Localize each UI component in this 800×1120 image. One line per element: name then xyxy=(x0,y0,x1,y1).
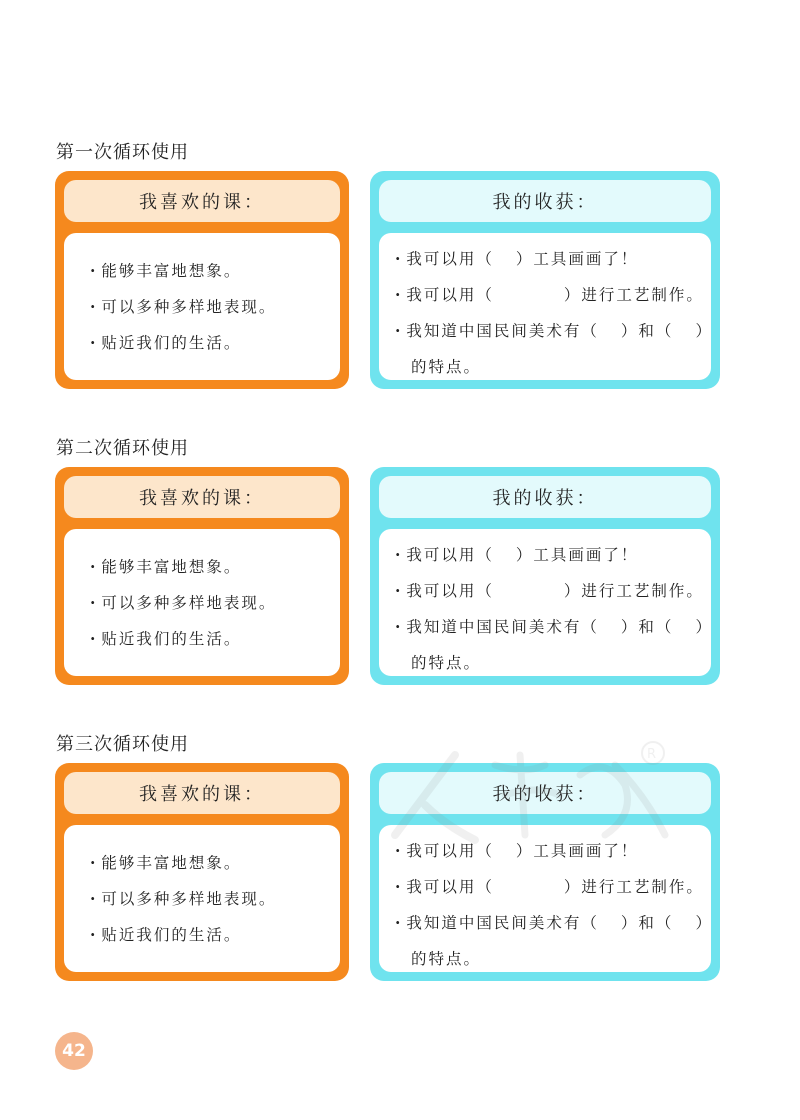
list-item: · 贴近我们的生活。 xyxy=(90,925,242,944)
card-header: 我的收获： xyxy=(379,772,711,814)
list-item: · 我知道中国民间美术有（ ）和（ ） xyxy=(395,321,713,340)
card-body xyxy=(64,529,340,676)
card-body xyxy=(379,529,711,676)
list-item: · 可以多种多样地表现。 xyxy=(90,889,277,908)
list-item: · 我知道中国民间美术有（ ）和（ ） xyxy=(395,913,713,932)
list-item: · 可以多种多样地表现。 xyxy=(90,593,277,612)
card-body xyxy=(64,825,340,972)
list-item: · 能够丰富地想象。 xyxy=(90,261,242,280)
card-header: 我的收获： xyxy=(379,476,711,518)
card-header: 我喜欢的课： xyxy=(64,772,340,814)
list-item-continuation: 的特点。 xyxy=(411,950,482,968)
list-item: · 我可以用（ ）工具画画了！ xyxy=(395,841,639,860)
section-title: 第一次循环使用 xyxy=(56,142,189,163)
list-item: · 我可以用（ ）工具画画了！ xyxy=(395,545,639,564)
list-item-continuation: 的特点。 xyxy=(411,654,482,672)
liked-lessons-card xyxy=(55,763,349,981)
svg-text:R: R xyxy=(647,747,657,762)
card-body xyxy=(379,233,711,380)
list-item: · 我知道中国民间美术有（ ）和（ ） xyxy=(395,617,713,636)
list-item: · 我可以用（ ）进行工艺制作。 xyxy=(395,877,704,896)
list-item: · 我可以用（ ）进行工艺制作。 xyxy=(395,285,704,304)
list-item: · 贴近我们的生活。 xyxy=(90,333,242,352)
card-body xyxy=(379,825,711,972)
card-body xyxy=(64,233,340,380)
liked-lessons-card xyxy=(55,467,349,685)
liked-lessons-card xyxy=(55,171,349,389)
card-header: 我喜欢的课： xyxy=(64,476,340,518)
list-item: · 可以多种多样地表现。 xyxy=(90,297,277,316)
list-item-continuation: 的特点。 xyxy=(411,358,482,376)
list-item: · 能够丰富地想象。 xyxy=(90,557,242,576)
section-title: 第二次循环使用 xyxy=(56,438,189,459)
section-title: 第三次循环使用 xyxy=(56,734,189,755)
list-item: · 能够丰富地想象。 xyxy=(90,853,242,872)
list-item: · 我可以用（ ）工具画画了！ xyxy=(395,249,639,268)
page-number-badge: 42 xyxy=(55,1032,93,1070)
gains-card xyxy=(370,467,720,685)
list-item: · 我可以用（ ）进行工艺制作。 xyxy=(395,581,704,600)
gains-card xyxy=(370,763,720,981)
card-header: 我的收获： xyxy=(379,180,711,222)
gains-card xyxy=(370,171,720,389)
card-header: 我喜欢的课： xyxy=(64,180,340,222)
list-item: · 贴近我们的生活。 xyxy=(90,629,242,648)
